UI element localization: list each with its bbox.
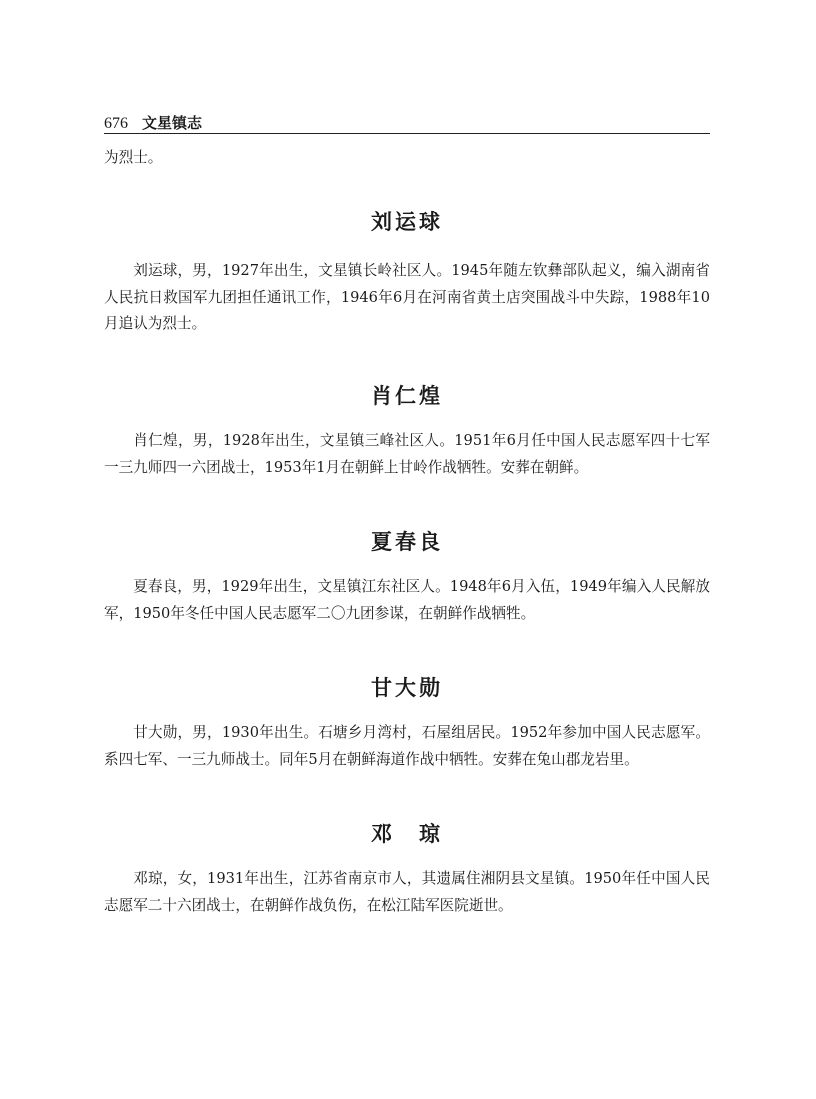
intro-line: 为烈士。	[104, 149, 163, 166]
entry-paragraph-3: 甘大勋，男，1930年出生。石塘乡月湾村，石屋组居民。1952年参加中国人民志愿军。系四七军、一三九师战士。同年5月在朝鲜海道作战中牺牲。安葬在兔山郡龙岩里。	[104, 724, 710, 768]
entry-paragraph-2: 夏春良，男，1929年出生，文星镇江东社区人。1948年6月入伍，1949年编入人民解放军，1950年冬任中国人民志愿军二〇九团参谋，在朝鲜作战牺牲。	[104, 578, 710, 622]
page-number: 676	[104, 115, 128, 132]
entry-paragraph-0: 刘运球，男，1927年出生，文星镇长岭社区人。1945年随左钦彝部队起义，编入湖南省人民抗日救国军九团担任通讯工作，1946年6月在河南省黄土店突围战斗中失踪，1988年10月追认为烈士。	[104, 262, 710, 332]
entry-heading-4: 邓 琼	[371, 822, 443, 846]
entry-paragraph-1: 肖仁煌，男，1928年出生，文星镇三峰社区人。1951年6月任中国人民志愿军四十七军一三九师四一六团战士，1953年1月在朝鲜上甘岭作战牺牲。安葬在朝鲜。	[104, 432, 710, 476]
entry-heading-2: 夏春良	[371, 530, 443, 554]
running-header	[104, 113, 710, 134]
book-title: 文星镇志	[142, 114, 203, 132]
entry-heading-0: 刘运球	[371, 210, 443, 234]
entry-paragraph-4: 邓琼，女，1931年出生，江苏省南京市人，其遗属住湘阴县文星镇。1950年任中国人民志愿军二十六团战士，在朝鲜作战负伤，在松江陆军医院逝世。	[104, 870, 710, 914]
entry-heading-3: 甘大勋	[371, 676, 443, 700]
entry-heading-1: 肖仁煌	[371, 384, 443, 408]
